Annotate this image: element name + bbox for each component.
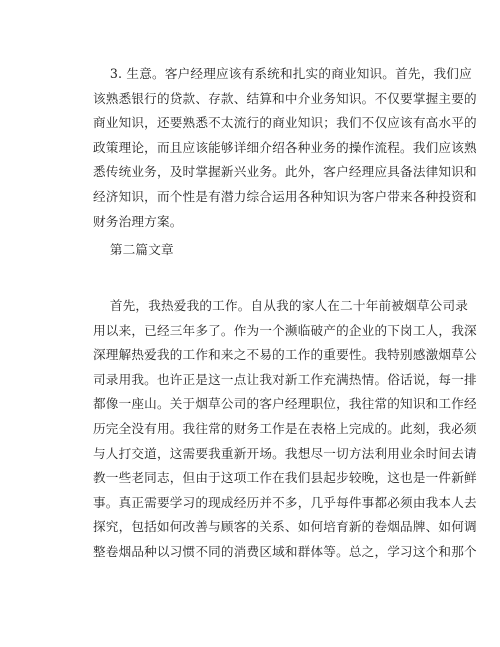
paragraph-love-work	[93, 294, 477, 565]
paragraph-line: 悉传统业务，及时掌握新兴业务。此外，客户经理应具备法律知识和	[93, 164, 477, 180]
paragraph-business-knowledge	[93, 62, 477, 234]
paragraph-line: 政策理论，而且应该能够详细介绍各种业务的操作流程。我们应该熟	[93, 139, 477, 155]
paragraph-line: 该熟悉银行的贷款、存款、结算和中介业务知识。不仅要掌握主要的	[93, 90, 477, 106]
section-heading-text: 第二篇文章	[93, 242, 174, 257]
paragraph-line: 首先，我热爱我的工作。自从我的家人在二十年前被烟草公司录	[93, 298, 469, 313]
paragraph-line: 历完全没有用。我往常的财务工作是在表格上完成的。此刻，我必须	[93, 420, 477, 436]
paragraph-line: 探究，包括如何改善与顾客的关系、如何培育新的卷烟品牌、如何调	[93, 519, 477, 535]
paragraph-line: 财务治理方案。	[93, 213, 183, 229]
paragraph-line: 3. 生意。客户经理应该有系统和扎实的商业知识。首先，我们应	[93, 66, 472, 81]
paragraph-line: 经济知识，而个性是有潜力综合运用各种知识为客户带来各种投资和	[93, 188, 477, 204]
paragraph-line: 用以来，已经三年多了。作为一个濒临破产的企业的下岗工人，我深	[93, 322, 477, 338]
paragraph-line: 与人打交道，这需要我重新开场。我想尽一切方法利用业余时间去请	[93, 445, 477, 461]
paragraph-line: 事。真正需要学习的现成经历并不多，几乎每件事都必须由我本人去	[93, 494, 477, 510]
paragraph-line: 教一些老同志，但由于这项工作在我们县起步较晚，这也是一件新鲜	[93, 470, 477, 486]
section-heading	[93, 238, 411, 263]
paragraph-line: 司录用我。也许正是这一点让我对新工作充满热情。俗话说，每一排	[93, 371, 477, 387]
paragraph-line: 都像一座山。关于烟草公司的客户经理职位，我往常的知识和工作经	[93, 396, 477, 412]
paragraph-line: 整卷烟品种以习惯不同的消费区域和群体等。总之，学习这个和那个	[93, 543, 477, 559]
paragraph-line: 商业知识，还要熟悉不太流行的商业知识；我们不仅应该有高水平的	[93, 115, 477, 131]
paragraph-line: 深理解热爱我的工作和来之不易的工作的重要性。我特别感激烟草公	[93, 347, 477, 363]
